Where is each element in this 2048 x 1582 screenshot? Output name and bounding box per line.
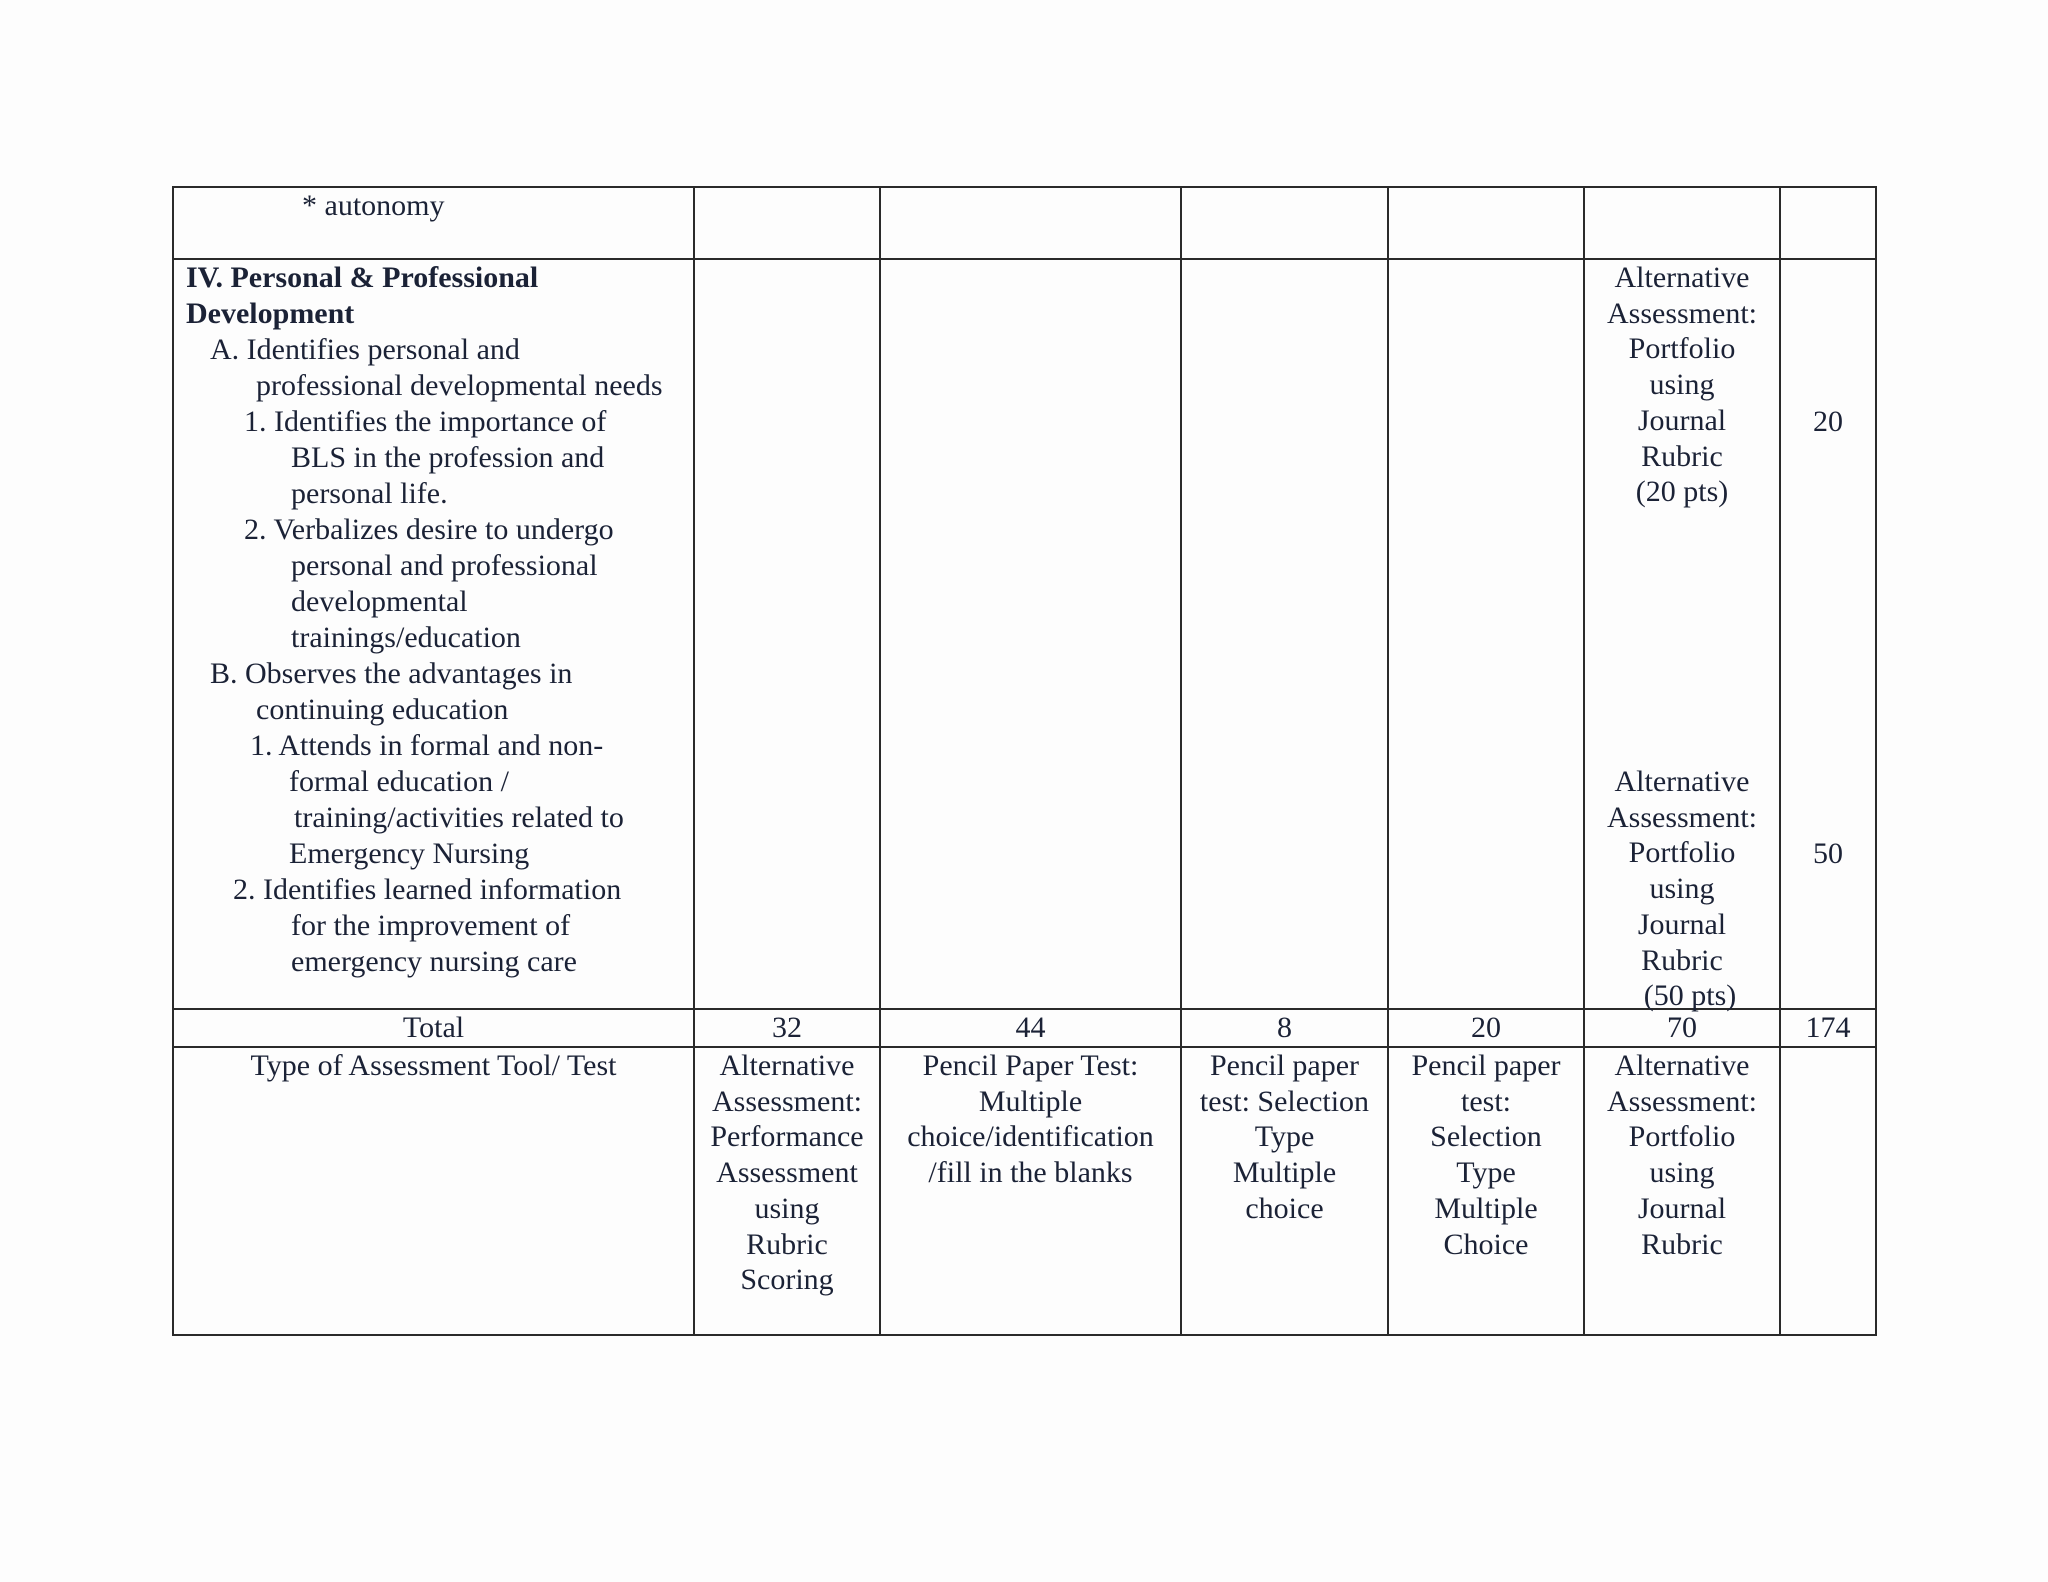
assessment-table — [172, 186, 1877, 1336]
tool-line: Portfolio — [1628, 1120, 1736, 1154]
tool-line: Pencil paper — [1209, 1049, 1360, 1082]
total-value: 174 — [1805, 1011, 1851, 1044]
tool-line: Rubric — [1641, 1227, 1723, 1261]
tool-line: Rubric — [746, 1227, 828, 1261]
item-b2: for the improvement of — [291, 909, 571, 942]
table-border-right — [1875, 186, 1877, 1336]
tool-line: Alternative — [719, 1049, 855, 1082]
item-b1: training/activities related to — [294, 801, 624, 834]
tool-line: using — [754, 1191, 820, 1225]
tool-col-portfolio — [1585, 1048, 1779, 1262]
portfolio-assessment-20 — [1585, 260, 1779, 510]
assessment-line: using — [1649, 872, 1715, 906]
assessment-line: (20 pts) — [1635, 475, 1729, 509]
assessment-line: Journal — [1637, 907, 1727, 941]
tool-col-performance — [695, 1048, 879, 1298]
points-50: 50 — [1813, 837, 1843, 870]
tool-line: Type — [1254, 1120, 1315, 1154]
tool-line: choice/identification — [907, 1120, 1154, 1154]
tool-line: Pencil paper — [1411, 1049, 1561, 1082]
item-a: professional developmental needs — [256, 369, 663, 402]
item-b1: formal education / — [289, 765, 509, 798]
tool-line: Assessment: — [1607, 1084, 1757, 1118]
tool-line: test: Selection — [1199, 1084, 1370, 1118]
tool-line: Selection — [1430, 1120, 1542, 1154]
column-divider — [1779, 186, 1781, 1336]
tool-line: test: — [1461, 1084, 1511, 1118]
tool-col-pencil-paper — [881, 1048, 1180, 1191]
tool-line: using — [1649, 1156, 1715, 1190]
item-b1: Emergency Nursing — [289, 837, 530, 870]
column-divider — [172, 186, 174, 1336]
total-label: Total — [402, 1011, 465, 1044]
tool-line: Journal — [1637, 1191, 1727, 1225]
tool-line: Assessment: — [712, 1084, 862, 1118]
tool-line: Multiple — [1232, 1156, 1337, 1190]
item-b2: emergency nursing care — [291, 945, 577, 978]
assessment-line: Alternative — [1614, 261, 1750, 294]
assessment-line: Rubric — [1641, 439, 1723, 473]
item-b: continuing education — [256, 693, 509, 726]
total-value: 32 — [772, 1011, 802, 1044]
tool-line: Multiple — [978, 1084, 1083, 1118]
total-value: 44 — [1015, 1011, 1046, 1044]
tool-line: Choice — [1443, 1227, 1529, 1261]
assessment-line: (50 pts) — [1643, 979, 1737, 1013]
section-heading: Development — [186, 297, 355, 330]
item-a2: 2. Verbalizes desire to undergo — [244, 513, 614, 546]
item-a: A. Identifies personal and — [210, 333, 520, 366]
item-b2: 2. Identifies learned information — [233, 873, 622, 906]
table-border-bottom — [172, 1334, 1877, 1336]
section-heading: IV. Personal & Professional — [186, 261, 539, 294]
item-a2: developmental — [291, 585, 468, 618]
total-value: 70 — [1667, 1011, 1697, 1044]
tool-line: Assessment — [716, 1156, 858, 1190]
autonomy-item: * autonomy — [302, 189, 445, 222]
total-value: 20 — [1471, 1011, 1501, 1044]
assessment-line: using — [1649, 368, 1715, 402]
item-a1: personal life. — [291, 477, 448, 510]
assessment-line: Portfolio — [1628, 332, 1736, 366]
assessment-line: Alternative — [1614, 765, 1750, 798]
tool-label: Type of Assessment Tool/ Test — [250, 1049, 617, 1082]
tool-line: Performance — [710, 1120, 864, 1154]
assessment-line: Journal — [1637, 403, 1727, 437]
item-b1: 1. Attends in formal and non- — [250, 729, 604, 762]
assessment-line: Assessment: — [1607, 800, 1757, 834]
item-a1: 1. Identifies the importance of — [244, 405, 607, 438]
item-a2: personal and professional — [291, 549, 598, 582]
tool-line: Pencil Paper Test: — [922, 1049, 1139, 1082]
tool-line: /fill in the blanks — [928, 1156, 1133, 1190]
item-a2: trainings/education — [291, 621, 521, 654]
points-20: 20 — [1813, 405, 1843, 438]
portfolio-assessment-50 — [1585, 764, 1779, 1014]
assessment-line: Rubric — [1641, 943, 1723, 977]
item-b: B. Observes the advantages in — [210, 657, 573, 690]
tool-line: Scoring — [740, 1263, 834, 1297]
tool-line: Type — [1456, 1156, 1516, 1190]
tool-line: Alternative — [1614, 1049, 1750, 1082]
tool-line: Multiple — [1434, 1191, 1538, 1225]
tool-line: choice — [1245, 1191, 1324, 1225]
item-a1: BLS in the profession and — [291, 441, 605, 474]
total-value: 8 — [1277, 1011, 1292, 1044]
tool-col-selection — [1182, 1048, 1387, 1227]
tool-col-selection-2 — [1389, 1048, 1583, 1262]
assessment-line: Assessment: — [1607, 296, 1757, 330]
assessment-line: Portfolio — [1628, 836, 1736, 870]
